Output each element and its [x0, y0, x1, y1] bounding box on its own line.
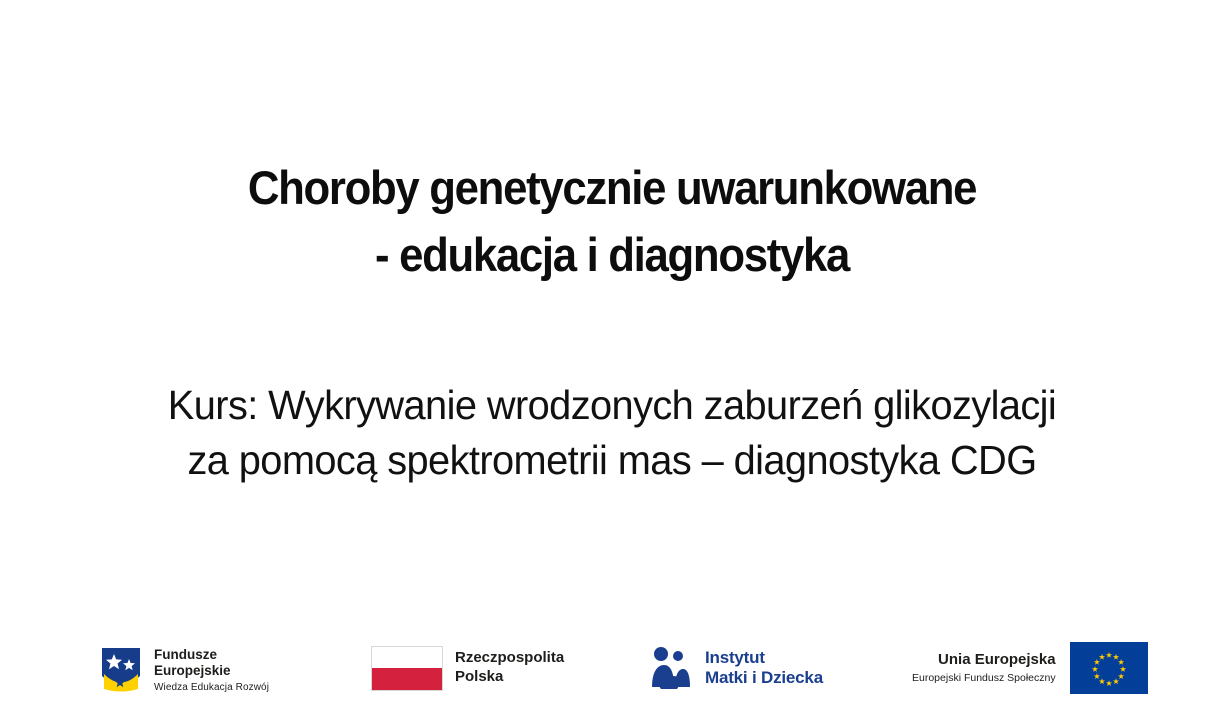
title-line-1: Choroby genetycznie uwarunkowane [247, 161, 977, 214]
imid-line-1: Instytut [705, 647, 765, 667]
footer-logo-strip [0, 610, 1224, 720]
imid-line-2: Matki i Dziecka [705, 668, 823, 687]
eu-flag-icon [1070, 642, 1148, 694]
ue-line-2: Europejski Fundusz Społeczny [912, 672, 1056, 685]
flag-stripe-white [372, 647, 442, 669]
logo-fundusze-europejskie [100, 642, 269, 698]
fe-line-2: Europejskie [154, 662, 231, 678]
subtitle-line-1: Kurs: Wykrywanie wrodzonych zaburzeń glikozylacji [167, 382, 1057, 428]
instytut-matki-i-dziecka-text [705, 648, 823, 689]
rp-line-2: Polska [455, 668, 504, 685]
logo-rzeczpospolita-polska [371, 640, 564, 696]
mother-and-child-icon [648, 645, 694, 691]
flag-stripe-red [372, 668, 442, 690]
subtitle-line-2: za pomocą spektrometrii mas – diagnostyka CDG [187, 436, 1037, 483]
rzeczpospolita-polska-text [455, 649, 564, 687]
page-subtitle [0, 378, 1224, 487]
fundusze-europejskie-text [154, 647, 269, 694]
logo-unia-europejska [912, 640, 1148, 696]
logo-instytut-matki-i-dziecka [648, 640, 823, 696]
ue-line-1: Unia Europejska [938, 651, 1056, 669]
polish-flag-icon [371, 646, 443, 691]
eu-funds-star-icon [100, 646, 144, 694]
fe-line-3: Wiedza Edukacja Rozwój [154, 681, 270, 693]
unia-europejska-text [912, 651, 1056, 685]
fe-line-1: Fundusze [154, 646, 217, 662]
title-line-2: - edukacja i diagnostyka [374, 227, 850, 281]
page-title [0, 155, 1224, 288]
rp-line-1: Rzeczpospolita [455, 649, 565, 667]
